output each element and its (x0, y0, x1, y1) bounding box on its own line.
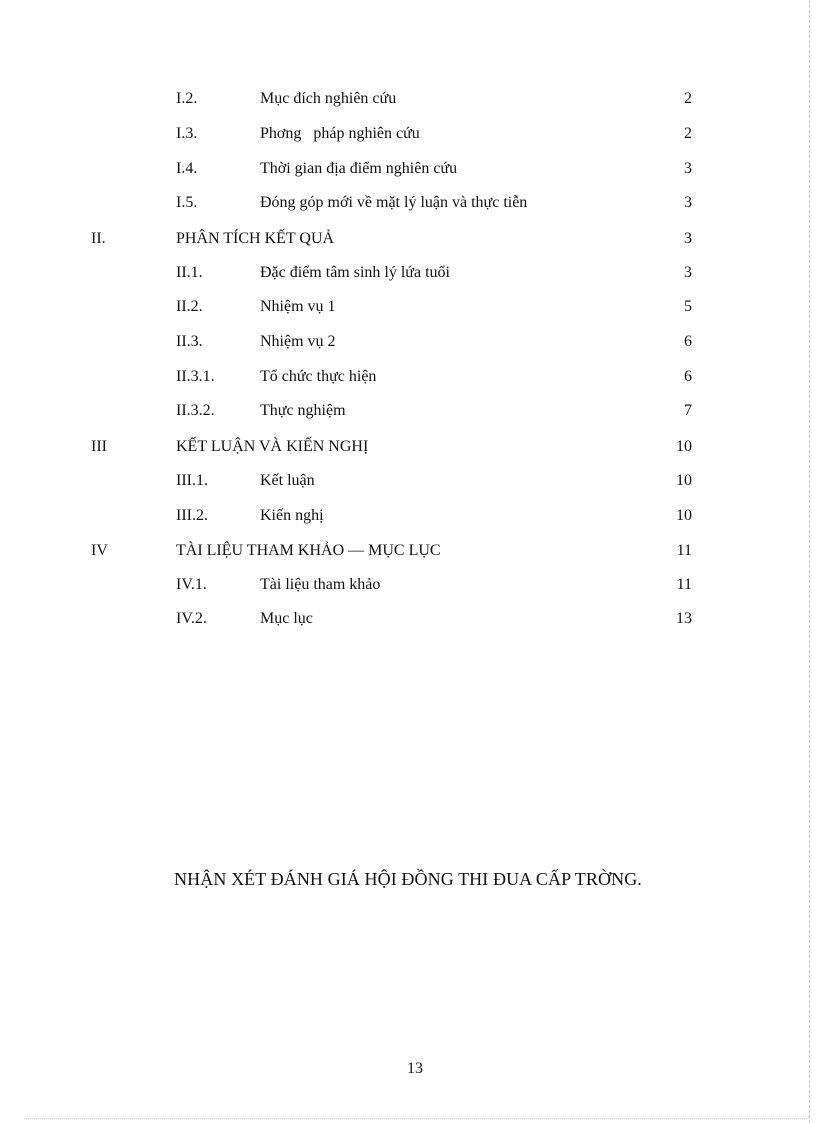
toc-entry-page: 7 (684, 402, 692, 419)
toc-entry-number: I.3. (176, 125, 198, 142)
toc-entry-number: IV.2. (176, 610, 207, 627)
toc-entry-page: 6 (684, 368, 692, 385)
toc-entry[interactable] (0, 330, 816, 354)
toc-entry[interactable] (0, 295, 816, 319)
toc-entry-title: Mục đích nghiên cứu (260, 90, 397, 107)
toc-entry-number: I.4. (176, 160, 198, 177)
toc-section-page: 3 (684, 230, 692, 247)
toc-section-title: TÀI LIỆU THAM KHẢO — MỤC LỤC (176, 542, 441, 559)
toc-entry-title: Mục lục (260, 610, 313, 627)
toc-section-page: 10 (676, 438, 692, 455)
toc-entry-number: III.2. (176, 507, 208, 524)
toc-entry[interactable] (0, 365, 816, 389)
toc-entry-title: Phơng pháp nghiên cứu (260, 125, 420, 142)
toc-section-number: II. (91, 230, 106, 247)
toc-entry-title: Kiến nghị (260, 507, 324, 524)
toc-entry-title: Đặc điểm tâm sinh lý lứa tuổi (260, 264, 450, 281)
toc-entry-number: II.3.2. (176, 402, 215, 419)
toc-entry[interactable] (0, 157, 816, 181)
toc-entry-number: II.1. (176, 264, 203, 281)
toc-entry-title: Nhiệm vụ 1 (260, 298, 336, 315)
toc-entry-page: 11 (676, 576, 692, 593)
toc-entry[interactable] (0, 122, 816, 146)
evaluation-heading: NHẬN XÉT ĐÁNH GIÁ HỘI ĐỒNG THI ĐUA CẤP TRỜNG. (174, 869, 642, 889)
page-bottom-border (24, 1118, 809, 1119)
toc-entry-title: Tài liệu tham khảo (260, 576, 381, 593)
toc-entry-page: 6 (684, 333, 692, 350)
toc-entry-page: 10 (676, 507, 692, 524)
toc-entry[interactable] (0, 87, 816, 111)
toc-entry-number: III.1. (176, 472, 208, 489)
toc-section-number: III (91, 438, 107, 455)
toc-entry-title: Đóng góp mới về mặt lý luận và thực tiễn (260, 194, 528, 211)
toc-entry-page: 3 (684, 264, 692, 281)
toc-entry-title: Thực nghiệm (260, 402, 346, 419)
toc-entry[interactable] (0, 469, 816, 493)
toc-entry-title: Tổ chức thực hiện (260, 368, 377, 385)
toc-section[interactable] (0, 435, 816, 459)
toc-entry-title: Kết luận (260, 472, 315, 489)
toc-section-page: 11 (676, 542, 692, 559)
toc-entry-number: I.5. (176, 194, 198, 211)
toc-entry-page: 5 (684, 298, 692, 315)
toc-section[interactable] (0, 539, 816, 563)
toc-section-title: KẾT LUẬN VÀ KIẾN NGHỊ (176, 438, 369, 455)
toc-entry-page: 10 (676, 472, 692, 489)
page-number: 13 (407, 1060, 423, 1077)
toc-entry-page: 2 (684, 125, 692, 142)
toc-entry-title: Thời gian địa điểm nghiên cứu (260, 160, 458, 177)
toc-entry-page: 13 (676, 610, 692, 627)
toc-entry-page: 3 (684, 194, 692, 211)
toc-entry-title: Nhiệm vụ 2 (260, 333, 336, 350)
toc-entry[interactable] (0, 573, 816, 597)
toc-section-number: IV (91, 542, 108, 559)
toc-entry[interactable] (0, 261, 816, 285)
toc-section[interactable] (0, 227, 816, 251)
toc-entry[interactable] (0, 607, 816, 631)
toc-entry-page: 2 (684, 90, 692, 107)
toc-entry[interactable] (0, 399, 816, 423)
toc-entry[interactable] (0, 191, 816, 215)
toc-section-title: PHÂN TÍCH KẾT QUẢ (176, 230, 335, 247)
toc-entry-number: II.3.1. (176, 368, 215, 385)
toc-entry-number: IV.1. (176, 576, 207, 593)
toc-entry-page: 3 (684, 160, 692, 177)
toc-entry-number: II.3. (176, 333, 203, 350)
toc-entry[interactable] (0, 504, 816, 528)
toc-entry-number: II.2. (176, 298, 203, 315)
toc-entry-number: I.2. (176, 90, 198, 107)
